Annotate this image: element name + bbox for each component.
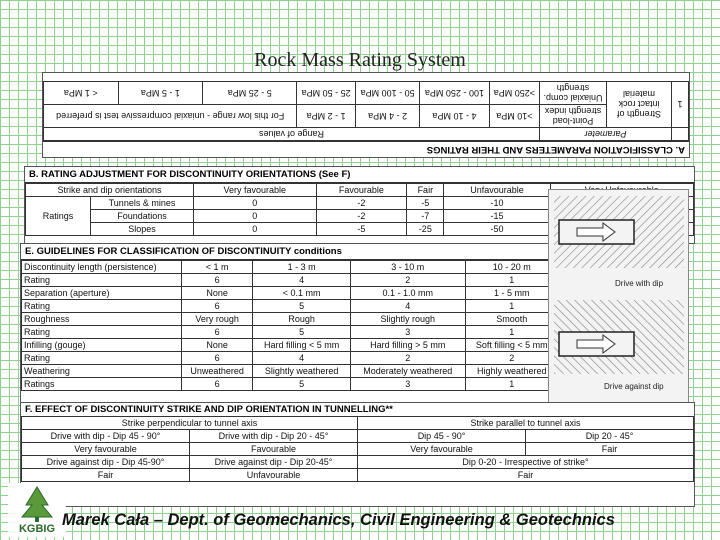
footer-credit: Marek Cała – Dept. of Geomechanics, Civil Engineering & Geotechnics: [62, 511, 615, 529]
cell: Hard filling > 5 mm: [351, 339, 466, 352]
cell: Rough: [253, 313, 351, 326]
cell: 1 - 5 mm: [465, 287, 559, 300]
cell: Hard filling < 5 mm: [253, 339, 351, 352]
cell: 5: [253, 378, 351, 391]
cell: 1: [465, 274, 559, 287]
th: Fair: [407, 184, 444, 197]
cell: 3: [351, 326, 466, 339]
th: Unfavourable: [444, 184, 550, 197]
cell: 4: [253, 352, 351, 365]
row-label: Slopes: [91, 223, 194, 236]
logo-text: KGBIG: [18, 523, 56, 535]
cell: 1 - 2 MPa: [297, 105, 356, 128]
cell: Drive with dip - Dip 20 - 45°: [190, 430, 358, 443]
cell: 2: [351, 352, 466, 365]
cell: 5: [253, 300, 351, 313]
tree-icon: [8, 483, 66, 523]
cell: Slightly weathered: [253, 365, 351, 378]
section-f-heading: F. EFFECT OF DISCONTINUITY STRIKE AND DIP ORIENTATION IN TUNNELLING**: [25, 404, 393, 415]
row-label: Tunnels & mines: [91, 197, 194, 210]
row-label: Discontinuity length (persistence): [22, 261, 182, 274]
perp-header: Strike perpendicular to tunnel axis: [22, 417, 358, 430]
th: Strike and dip orientations: [26, 184, 194, 197]
param-header: Parameter: [540, 128, 672, 141]
drive-figure: [548, 189, 689, 403]
cell: 4 - 10 MPa: [420, 105, 490, 128]
section-b-heading: B. RATING ADJUSTMENT FOR DISCONTINUITY ORIENTATIONS (See F): [25, 167, 694, 183]
cell: -10: [444, 197, 550, 210]
section-e-heading: E. GUIDELINES FOR CLASSIFICATION OF DISCONTINUITY conditions: [21, 244, 559, 260]
cell: Dip 45 - 90°: [358, 430, 526, 443]
cell: Drive against dip - Dip 45-90°: [22, 456, 190, 469]
cell: Very favourable: [358, 443, 526, 456]
cell: 1: [465, 300, 559, 313]
cell: 5: [253, 326, 351, 339]
row-label: Roughness: [22, 313, 182, 326]
cell: Slightly rough: [351, 313, 466, 326]
cell: >250 MPa: [489, 82, 539, 105]
cell: Favourable: [190, 443, 358, 456]
row-number: 1: [672, 82, 689, 128]
cell: 1 - 5 MPa: [118, 82, 203, 105]
cell: Fair: [526, 443, 694, 456]
cell: 50 - 100 MPa: [356, 82, 420, 105]
cell: 4: [351, 300, 466, 313]
slide-title: Rock Mass Rating System: [254, 49, 466, 71]
cell: For this low range - uniaxial compressive test is preferred: [44, 105, 297, 128]
cell: 1: [465, 378, 559, 391]
row-label: Separation (aperture): [22, 287, 182, 300]
ratings-label: Ratings: [26, 197, 91, 236]
section-e-table: [20, 243, 560, 403]
cell: Moderately weathered: [351, 365, 466, 378]
cell: Soft filling < 5 mm: [465, 339, 559, 352]
cell: Unfavourable: [190, 469, 358, 482]
cell: 3: [351, 378, 466, 391]
cell: 6: [182, 378, 253, 391]
cell: 6: [182, 300, 253, 313]
cell: < 1 MPa: [44, 82, 119, 105]
cell: Fair: [358, 469, 694, 482]
cell: Fair: [22, 469, 190, 482]
drive-diagram: [549, 190, 688, 402]
row-name: Strength of intact rock material: [607, 82, 672, 128]
cell: 100 - 250 MPa: [420, 82, 490, 105]
sub-uniaxial: Uniaxial comp. strength: [540, 82, 607, 105]
cell: -5: [407, 197, 444, 210]
cell: -5: [316, 223, 407, 236]
cell: 4: [253, 274, 351, 287]
cell: 6: [182, 326, 253, 339]
row-label: Rating: [22, 274, 182, 287]
cell: Dip 0-20 - Irrespective of strike°: [358, 456, 694, 469]
range-header: Range of values: [44, 128, 540, 141]
cell: 2: [351, 274, 466, 287]
cell: 5 - 25 MPa: [203, 82, 297, 105]
row-label: Rating: [22, 300, 182, 313]
cell: -2: [316, 197, 407, 210]
row-label: Rating: [22, 352, 182, 365]
cell: 10 - 20 m: [465, 261, 559, 274]
cell: None: [182, 287, 253, 300]
section-a-table: [42, 72, 690, 158]
para-header: Strike parallel to tunnel axis: [358, 417, 694, 430]
section-a-heading: A. CLASSIFICATION PARAMETERS AND THEIR RATINGS: [43, 141, 689, 157]
kgbig-logo: [8, 483, 66, 537]
cell: -7: [407, 210, 444, 223]
cell: < 1 m: [182, 261, 253, 274]
cell: 0.1 - 1.0 mm: [351, 287, 466, 300]
section-f-table: [20, 402, 695, 507]
row-label: Infilling (gouge): [22, 339, 182, 352]
cell: 3 - 10 m: [351, 261, 466, 274]
cell: 6: [182, 274, 253, 287]
cell: 2 - 4 MPa: [356, 105, 420, 128]
cell: Dip 20 - 45°: [526, 430, 694, 443]
cell: Drive against dip - Dip 20-45°: [190, 456, 358, 469]
cell: Smooth: [465, 313, 559, 326]
cell: Very favourable: [22, 443, 190, 456]
cell: 0: [194, 210, 317, 223]
cell: 0: [194, 197, 317, 210]
caption-top: Drive with dip: [615, 279, 664, 288]
th: Favourable: [316, 184, 407, 197]
cell: -50: [444, 223, 550, 236]
row-label: Foundations: [91, 210, 194, 223]
th: Very favourable: [194, 184, 317, 197]
cell: Highly weathered: [465, 365, 559, 378]
cell: < 0.1 mm: [253, 287, 351, 300]
cell: 2: [465, 352, 559, 365]
row-label: Rating: [22, 326, 182, 339]
cell: 6: [182, 352, 253, 365]
cell: 1: [465, 326, 559, 339]
cell: -25: [407, 223, 444, 236]
cell: 1 - 3 m: [253, 261, 351, 274]
cell: Very rough: [182, 313, 253, 326]
sub-point-load: Point-load strength index: [540, 105, 607, 128]
cell: -15: [444, 210, 550, 223]
cell: 0: [194, 223, 317, 236]
cell: Unweathered: [182, 365, 253, 378]
cell: Drive with dip - Dip 45 - 90°: [22, 430, 190, 443]
cell: -2: [316, 210, 407, 223]
cell: >10 MPa: [489, 105, 539, 128]
row-label: Ratings: [22, 378, 182, 391]
cell: 25 - 50 MPa: [297, 82, 356, 105]
row-label: Weathering: [22, 365, 182, 378]
caption-bottom: Drive against dip: [604, 382, 664, 391]
cell: None: [182, 339, 253, 352]
